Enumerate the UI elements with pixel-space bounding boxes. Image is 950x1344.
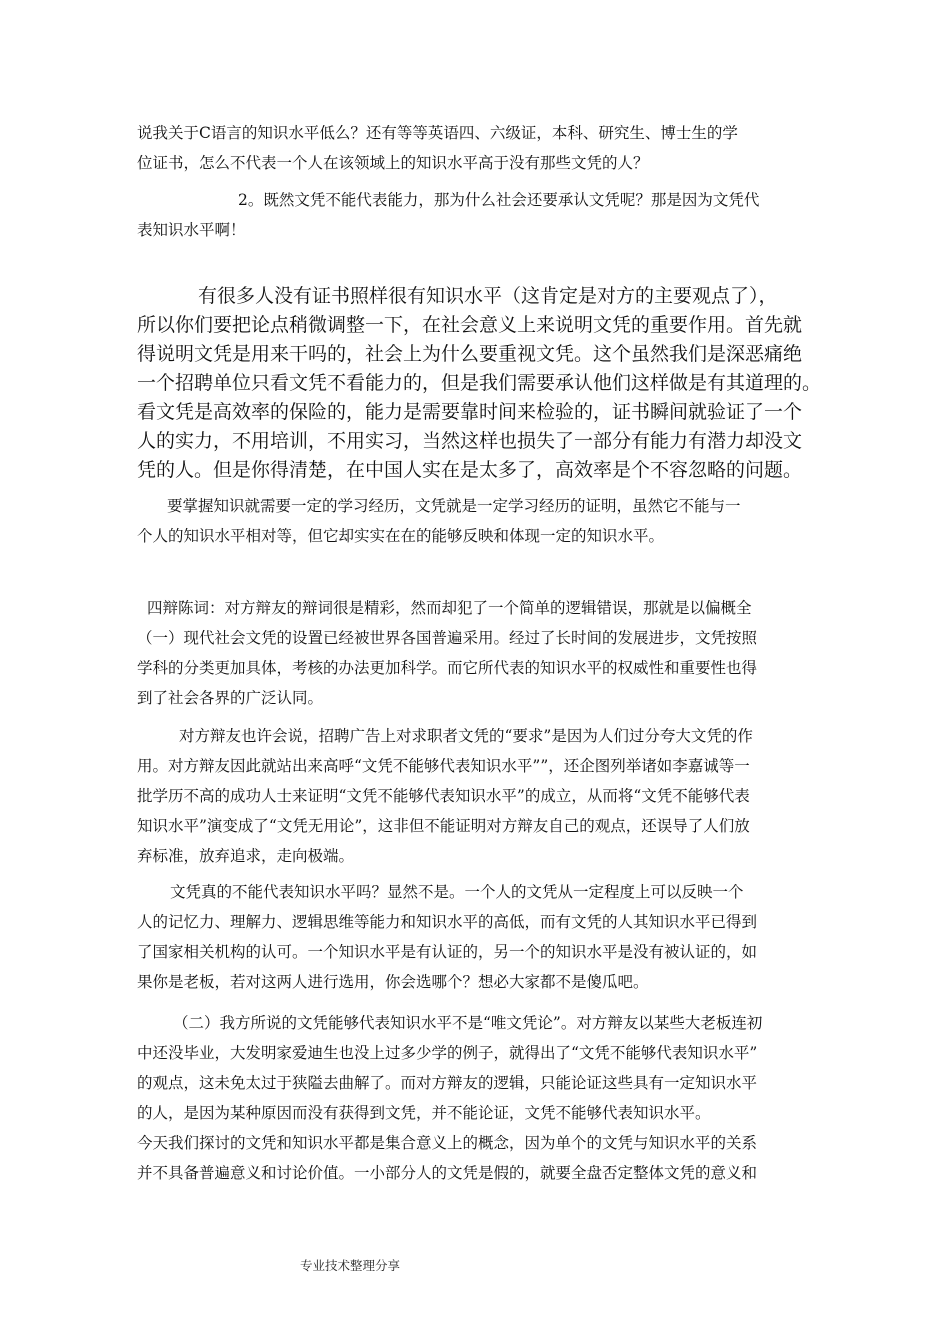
text-line: （一）现代社会文凭的设置已经被世界各国普遍采用。经过了长时间的发展进步，文凭按照: [137, 629, 758, 647]
text-line: 个人的知识水平相对等，但它却实实在在的能够反映和体现一定的知识水平。: [137, 527, 665, 545]
text-line: 说我关于C语言的知识水平低么？还有等等英语四、六级证，本科、研究生、博士生的学: [137, 124, 738, 142]
text-line: 一个招聘单位只看文凭不看能力的，但是我们需要承认他们这样做是有其道理的。: [137, 372, 822, 394]
text-line: 四辩陈词：对方辩友的辩词很是精彩，然而却犯了一个简单的逻辑错误，那就是以偏概全: [147, 599, 752, 617]
text-line: 有很多人没有证书照样很有知识水平（这肯定是对方的主要观点了），: [198, 285, 778, 307]
text-line: 了国家相关机构的认可。一个知识水平是有认证的，另一个的知识水平是没有被认证的，如: [137, 943, 758, 961]
text-line: 到了社会各界的广泛认同。: [137, 689, 324, 707]
text-line: 的观点，这未免太过于狭隘去曲解了。而对方辩友的逻辑，只能论证这些具有一定知识水平: [137, 1074, 758, 1092]
text-line: 批学历不高的成功人士来证明“文凭不能够代表知识水平”的成立，从而将“文凭不能够代表: [137, 787, 750, 805]
text-line: 所以你们要把论点稍微调整一下，在社会意义上来说明文凭的重要作用。首先就: [137, 314, 803, 336]
text-line: （二）我方所说的文凭能够代表知识水平不是“唯文凭论”。对方辩友以某些大老板连初: [173, 1014, 763, 1032]
text-line: 凭的人。但是你得清楚，在中国人实在是太多了，高效率是个不容忽略的问题。: [137, 459, 803, 481]
text-line: 果你是老板，若对这两人进行选用，你会选哪个？想必大家都不是傻瓜吧。: [137, 973, 649, 991]
text-line: 位证书，怎么不代表一个人在该领域上的知识水平高于没有那些文凭的人？: [137, 154, 649, 172]
text-line: 中还没毕业，大发明家爱迪生也没上过多少学的例子，就得出了“文凭不能够代表知识水平”: [137, 1044, 758, 1062]
text-line: 用。对方辩友因此就站出来高呼“文凭不能够代表知识水平””，还企图列举诸如李嘉诚等一: [137, 757, 750, 775]
paragraph-6: [137, 721, 753, 871]
text-line: 知识水平”演变成了“文凭无用论”，这非但不能证明对方辩友自己的观点，还误导了人们放: [137, 817, 750, 835]
text-line: 文凭真的不能代表知识水平吗？显然不是。一个人的文凭从一定程度上可以反映一个: [170, 883, 744, 901]
text-line: 人的记忆力、理解力、逻辑思维等能力和知识水平的高低，而有文凭的人其知识水平已得到: [137, 913, 758, 931]
text-line: 表知识水平啊！: [137, 221, 246, 239]
text-line: 看文凭是高效率的保险的，能力是需要靠时间来检验的，证书瞬间就验证了一个: [137, 401, 803, 423]
text-line: 得说明文凭是用来干吗的，社会上为什么要重视文凭。这个虽然我们是深恶痛绝: [137, 343, 803, 365]
paragraph-5: [137, 593, 757, 713]
text-line: 人的实力，不用培训，不用实习，当然这样也损失了一部分有能力有潜力却没文: [137, 430, 803, 452]
text-line: 2。既然文凭不能代表能力，那为什么社会还要承认文凭呢？那是因为文凭代: [238, 191, 760, 209]
paragraph-3: [137, 282, 821, 485]
paragraph-8: [137, 1008, 762, 1188]
paragraph-1: [137, 118, 738, 178]
text-line: 弃标准，放弃追求，走向极端。: [137, 847, 355, 865]
text-line: 并不具备普遍意义和讨论价值。一小部分人的文凭是假的，就要全盘否定整体文凭的意义和: [137, 1164, 758, 1182]
text-line: 今天我们探讨的文凭和知识水平都是集合意义上的概念，因为单个的文凭与知识水平的关系: [137, 1134, 758, 1152]
text-line: 学科的分类更加具体，考核的办法更加科学。而它所代表的知识水平的权威性和重要性也得: [137, 659, 758, 677]
paragraph-2: [137, 185, 759, 245]
page-footer: 专业技术整理分享: [300, 1258, 401, 1273]
paragraph-7: [137, 877, 757, 997]
text-line: 对方辩友也许会说，招聘广告上对求职者文凭的“要求”是因为人们过分夸大文凭的作: [179, 727, 753, 745]
paragraph-4: [137, 491, 741, 551]
text-line: 要掌握知识就需要一定的学习经历，文凭就是一定学习经历的证明，虽然它不能与一: [167, 497, 741, 515]
text-line: 的人，是因为某种原因而没有获得到文凭，并不能论证，文凭不能够代表知识水平。: [137, 1104, 711, 1122]
